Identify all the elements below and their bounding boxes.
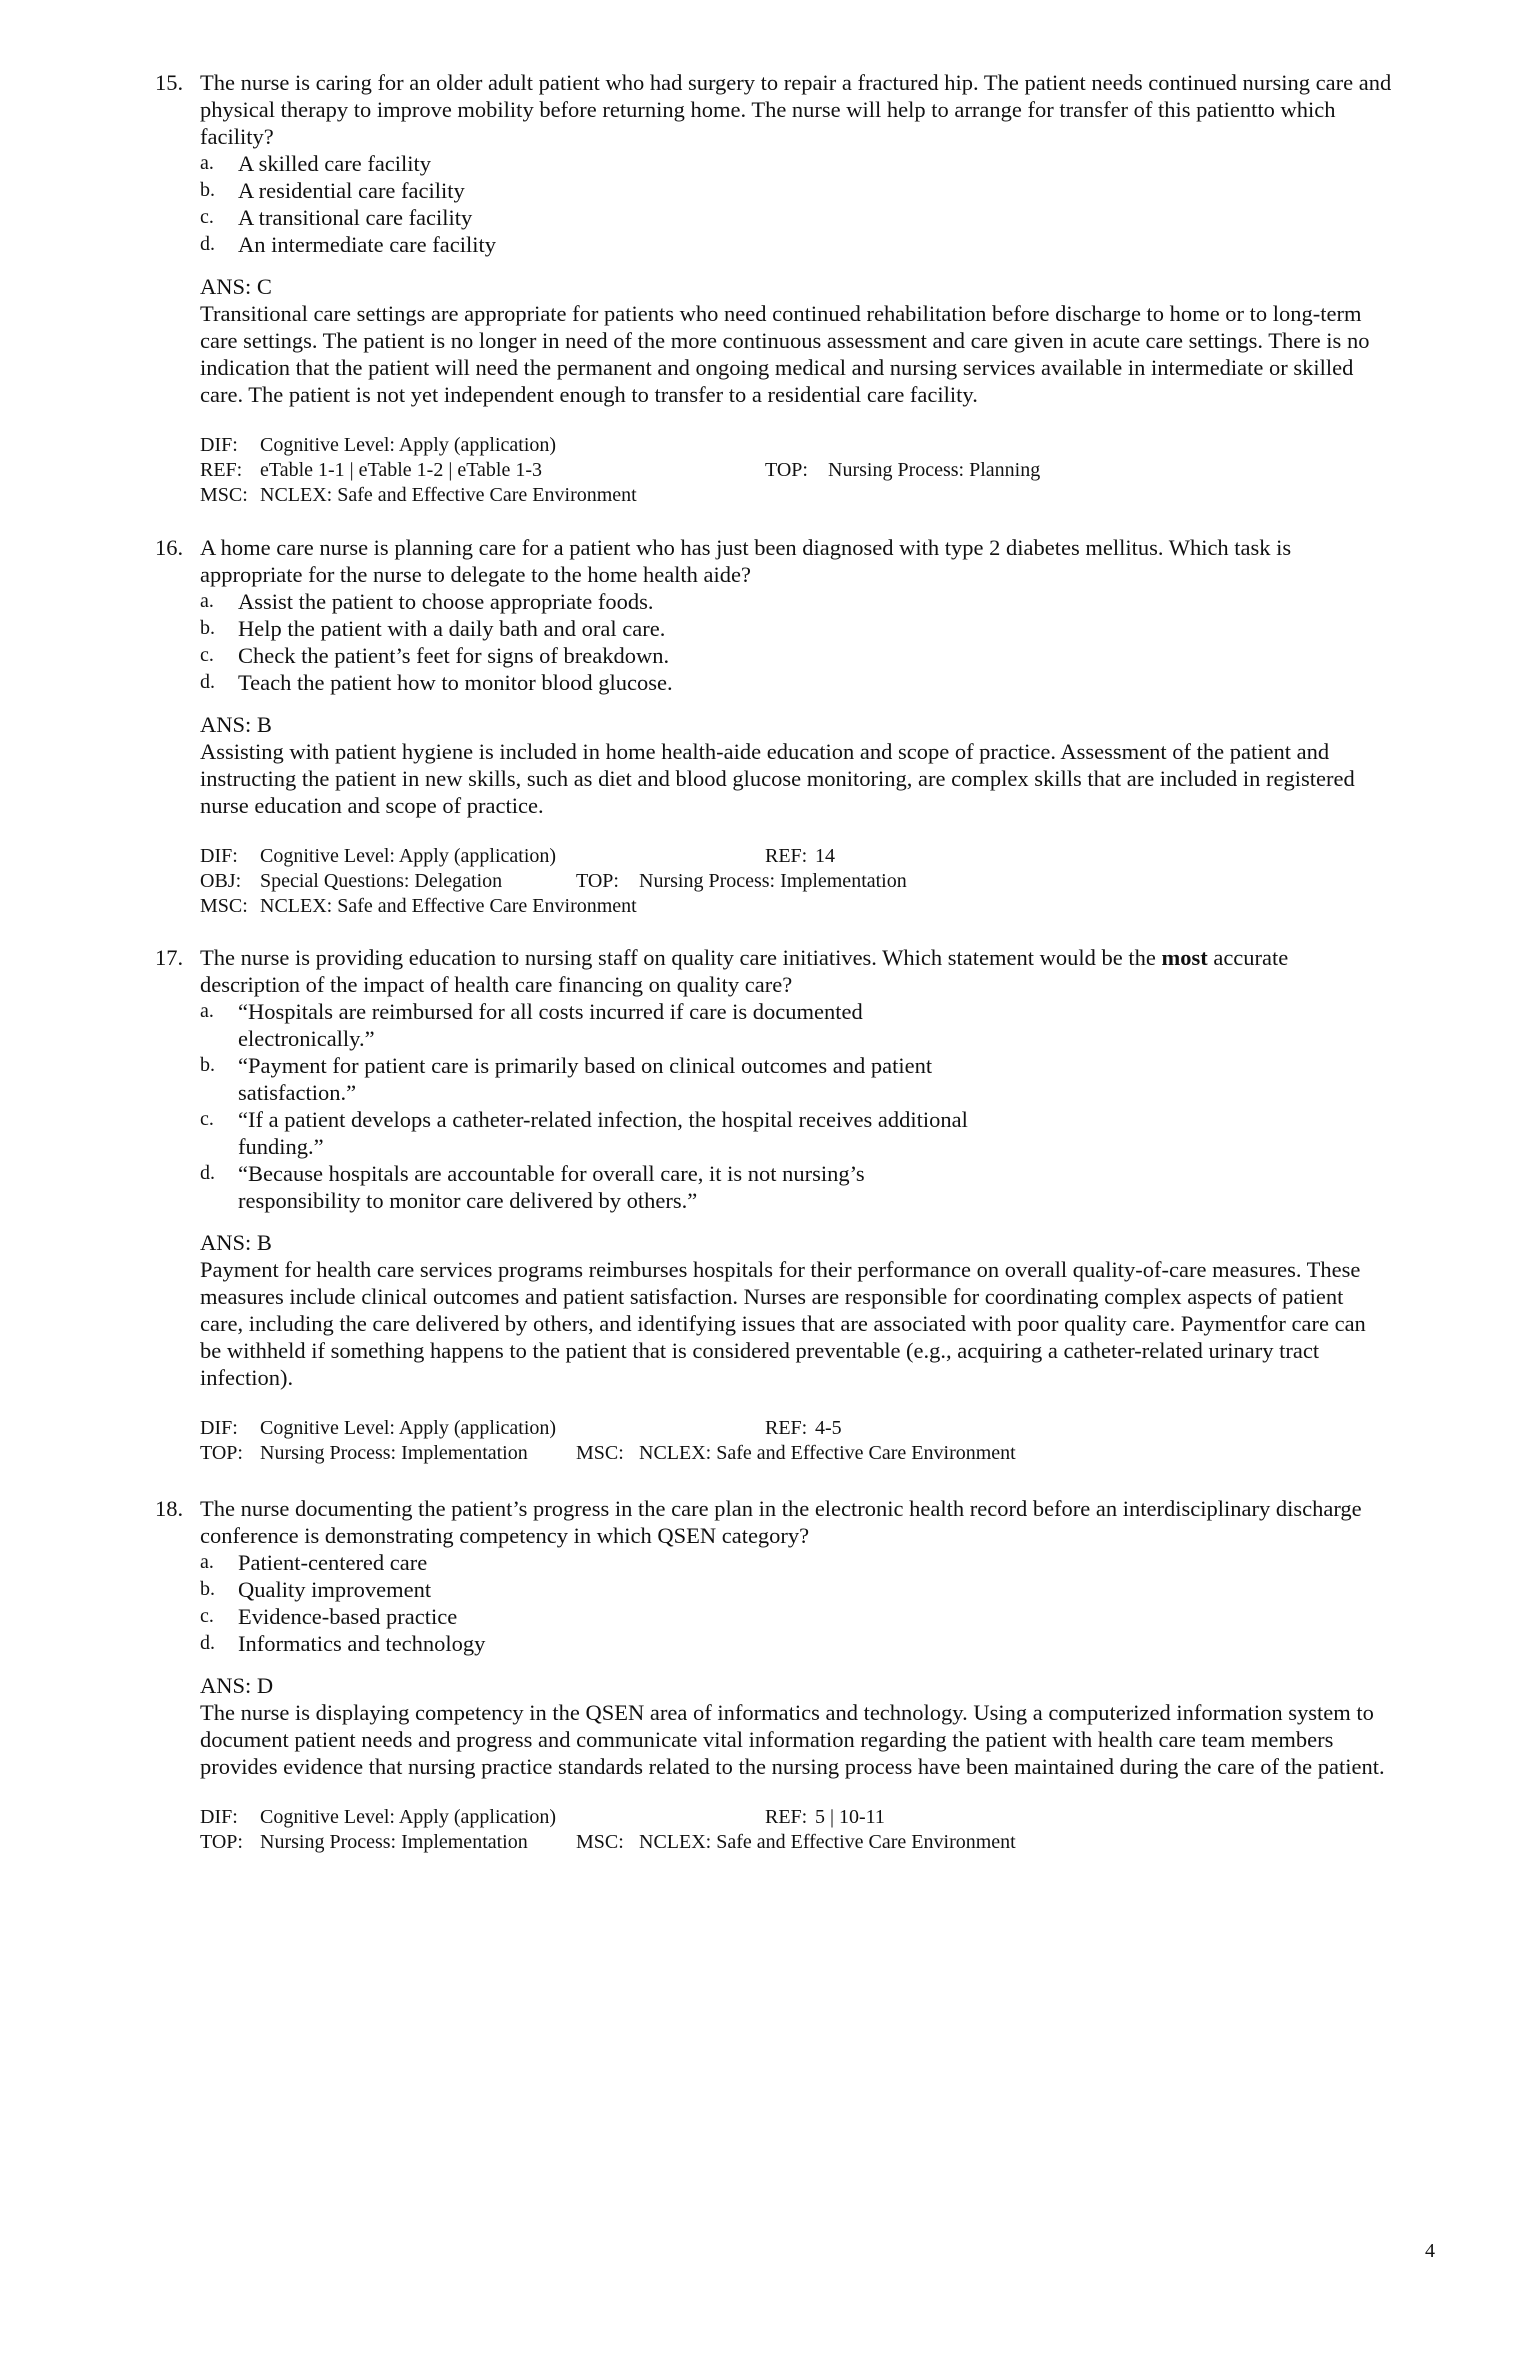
meta-msc-value: NCLEX: Safe and Effective Care Environment xyxy=(260,484,637,506)
meta-msc-label: MSC: xyxy=(200,484,248,506)
option-text: Check the patient’s feet for signs of breakdown. xyxy=(238,643,670,668)
meta-top-label: TOP: xyxy=(200,1442,243,1464)
question-stem-line: A home care nurse is planning care for a patient who has just been diagnosed with type 2 diabetes mellitus. Which task is xyxy=(200,535,1292,560)
rationale-line: care. The patient is not yet independent enough to transfer to a residential care facility. xyxy=(200,382,978,407)
option-text: Informatics and technology xyxy=(238,1631,486,1656)
option-letter: c. xyxy=(200,1108,214,1130)
meta-top-value: Nursing Process: Planning xyxy=(828,459,1041,481)
option-letter: c. xyxy=(200,644,214,666)
option-letter: c. xyxy=(200,1605,214,1627)
option-text: Evidence-based practice xyxy=(238,1604,458,1629)
option-letter: a. xyxy=(200,1000,214,1022)
option-letter: d. xyxy=(200,1632,215,1654)
rationale-line: care, including the care delivered by others, and identifying issues that are associated with poor quality care. Paymentfor care can xyxy=(200,1311,1366,1336)
question-stem-line: The nurse documenting the patient’s progress in the care plan in the electronic health record before an interdisciplinary discharge xyxy=(200,1496,1362,1521)
meta-dif-value: Cognitive Level: Apply (application) xyxy=(260,434,557,456)
option-letter: d. xyxy=(200,671,215,693)
option-text: “Payment for patient care is primarily based on clinical outcomes and patient xyxy=(238,1053,933,1078)
option-text: electronically.” xyxy=(238,1026,375,1051)
meta-ref-value: 14 xyxy=(815,845,835,867)
meta-dif-label: DIF: xyxy=(200,1417,238,1439)
option-text: Patient-centered care xyxy=(238,1550,428,1575)
rationale-line: be withheld if something happens to the patient that is considered preventable (e.g., acquiring a catheter-related urinary tract xyxy=(200,1338,1320,1363)
meta-dif-value: Cognitive Level: Apply (application) xyxy=(260,845,557,867)
rationale-line: Assisting with patient hygiene is included in home health-aide education and scope of practice. Assessment of the patient and xyxy=(200,739,1330,764)
emphasis-text: most xyxy=(1161,945,1208,970)
option-text: responsibility to monitor care delivered by others.” xyxy=(238,1188,698,1213)
meta-ref-value: eTable 1-1 | eTable 1-2 | eTable 1-3 xyxy=(260,459,543,481)
option-text: A transitional care facility xyxy=(238,205,473,230)
page-number: 4 xyxy=(1425,2240,1435,2262)
option-letter: d. xyxy=(200,233,215,255)
option-text: funding.” xyxy=(238,1134,324,1159)
rationale-line: measures include clinical outcomes and patient satisfaction. Nurses are responsible for coordinating complex aspects of patient xyxy=(200,1284,1344,1309)
meta-top-label: TOP: xyxy=(765,459,808,481)
question-number: 15. xyxy=(155,70,184,95)
meta-dif-label: DIF: xyxy=(200,434,238,456)
meta-ref-value: 5 | 10-11 xyxy=(815,1806,885,1828)
answer-key: ANS: B xyxy=(200,712,272,737)
option-letter: b. xyxy=(200,1578,215,1600)
meta-msc-value: NCLEX: Safe and Effective Care Environment xyxy=(260,895,637,917)
option-letter: b. xyxy=(200,1054,215,1076)
stem-text: accurate xyxy=(1207,945,1289,970)
option-text: satisfaction.” xyxy=(238,1080,357,1105)
meta-msc-value: NCLEX: Safe and Effective Care Environment xyxy=(639,1831,1016,1853)
rationale-line: instructing the patient in new skills, such as diet and blood glucose monitoring, are complex skills that are included in registered xyxy=(200,766,1355,791)
meta-ref-label: REF: xyxy=(765,1806,808,1828)
meta-msc-value: NCLEX: Safe and Effective Care Environment xyxy=(639,1442,1016,1464)
rationale-line: provides evidence that nursing practice standards related to the nursing process have been maintained during the care of the patient. xyxy=(200,1754,1385,1779)
option-text: Quality improvement xyxy=(238,1577,432,1602)
option-text: “If a patient develops a catheter-related infection, the hospital receives additional xyxy=(238,1107,968,1132)
rationale-line: document patient needs and progress and communicate vital information regarding the patient with health care team members xyxy=(200,1727,1334,1752)
question-stem-line: appropriate for the nurse to delegate to the home health aide? xyxy=(200,562,752,587)
rationale-line: Payment for health care services programs reimburses hospitals for their performance on overall quality-of-care measures. These xyxy=(200,1257,1361,1282)
question-number: 17. xyxy=(155,945,184,970)
rationale-line: care settings. The patient is no longer in need of the more continuous assessment and care given in acute care settings. There is no xyxy=(200,328,1370,353)
stem-text: The nurse is providing education to nursing staff on quality care initiatives. Which statement would be the xyxy=(200,945,1162,970)
option-letter: b. xyxy=(200,179,215,201)
option-text: Help the patient with a daily bath and oral care. xyxy=(238,616,666,641)
option-text: “Because hospitals are accountable for overall care, it is not nursing’s xyxy=(238,1161,865,1186)
meta-dif-label: DIF: xyxy=(200,1806,238,1828)
question-stem-line: facility? xyxy=(200,124,274,149)
meta-msc-label: MSC: xyxy=(576,1442,624,1464)
rationale-line: Transitional care settings are appropriate for patients who need continued rehabilitation before discharge to home or to long-term xyxy=(200,301,1362,326)
option-letter: a. xyxy=(200,152,214,174)
meta-top-label: TOP: xyxy=(576,870,619,892)
meta-ref-label: REF: xyxy=(765,845,808,867)
meta-dif-value: Cognitive Level: Apply (application) xyxy=(260,1417,557,1439)
question-stem-line: physical therapy to improve mobility before returning home. The nurse will help to arrange for transfer of this patientto which xyxy=(200,97,1336,122)
meta-ref-value: 4-5 xyxy=(815,1417,842,1439)
meta-msc-label: MSC: xyxy=(200,895,248,917)
question-number: 16. xyxy=(155,535,184,560)
option-text: A residential care facility xyxy=(238,178,465,203)
option-text: Assist the patient to choose appropriate foods. xyxy=(238,589,654,614)
meta-dif-value: Cognitive Level: Apply (application) xyxy=(260,1806,557,1828)
meta-dif-label: DIF: xyxy=(200,845,238,867)
meta-top-label: TOP: xyxy=(200,1831,243,1853)
answer-key: ANS: B xyxy=(200,1230,272,1255)
meta-obj-value: Special Questions: Delegation xyxy=(260,870,503,892)
rationale-line: The nurse is displaying competency in the QSEN area of informatics and technology. Using a computerized information system to xyxy=(200,1700,1374,1725)
option-text: Teach the patient how to monitor blood glucose. xyxy=(238,670,673,695)
meta-top-value: Nursing Process: Implementation xyxy=(260,1831,528,1853)
option-letter: a. xyxy=(200,1551,214,1573)
option-letter: d. xyxy=(200,1162,215,1184)
question-stem-line: description of the impact of health care financing on quality care? xyxy=(200,972,793,997)
meta-top-value: Nursing Process: Implementation xyxy=(639,870,907,892)
question-number: 18. xyxy=(155,1496,184,1521)
meta-msc-label: MSC: xyxy=(576,1831,624,1853)
rationale-line: nurse education and scope of practice. xyxy=(200,793,544,818)
rationale-line: indication that the patient will need the permanent and ongoing medical and nursing services available in intermediate or skilled xyxy=(200,355,1354,380)
option-letter: b. xyxy=(200,617,215,639)
option-text: An intermediate care facility xyxy=(238,232,496,257)
option-letter: a. xyxy=(200,590,214,612)
option-text: “Hospitals are reimbursed for all costs incurred if care is documented xyxy=(238,999,863,1024)
meta-top-value: Nursing Process: Implementation xyxy=(260,1442,528,1464)
question-stem-line: conference is demonstrating competency in which QSEN category? xyxy=(200,1523,810,1548)
meta-ref-label: REF: xyxy=(765,1417,808,1439)
option-letter: c. xyxy=(200,206,214,228)
rationale-line: infection). xyxy=(200,1365,294,1390)
answer-key: ANS: D xyxy=(200,1673,274,1698)
question-stem-line xyxy=(200,944,1288,971)
option-text: A skilled care facility xyxy=(238,151,432,176)
meta-ref-label: REF: xyxy=(200,459,243,481)
meta-obj-label: OBJ: xyxy=(200,870,242,892)
answer-key: ANS: C xyxy=(200,274,272,299)
question-stem-line: The nurse is caring for an older adult patient who had surgery to repair a fractured hip. The patient needs continued nursing care and xyxy=(200,70,1392,95)
